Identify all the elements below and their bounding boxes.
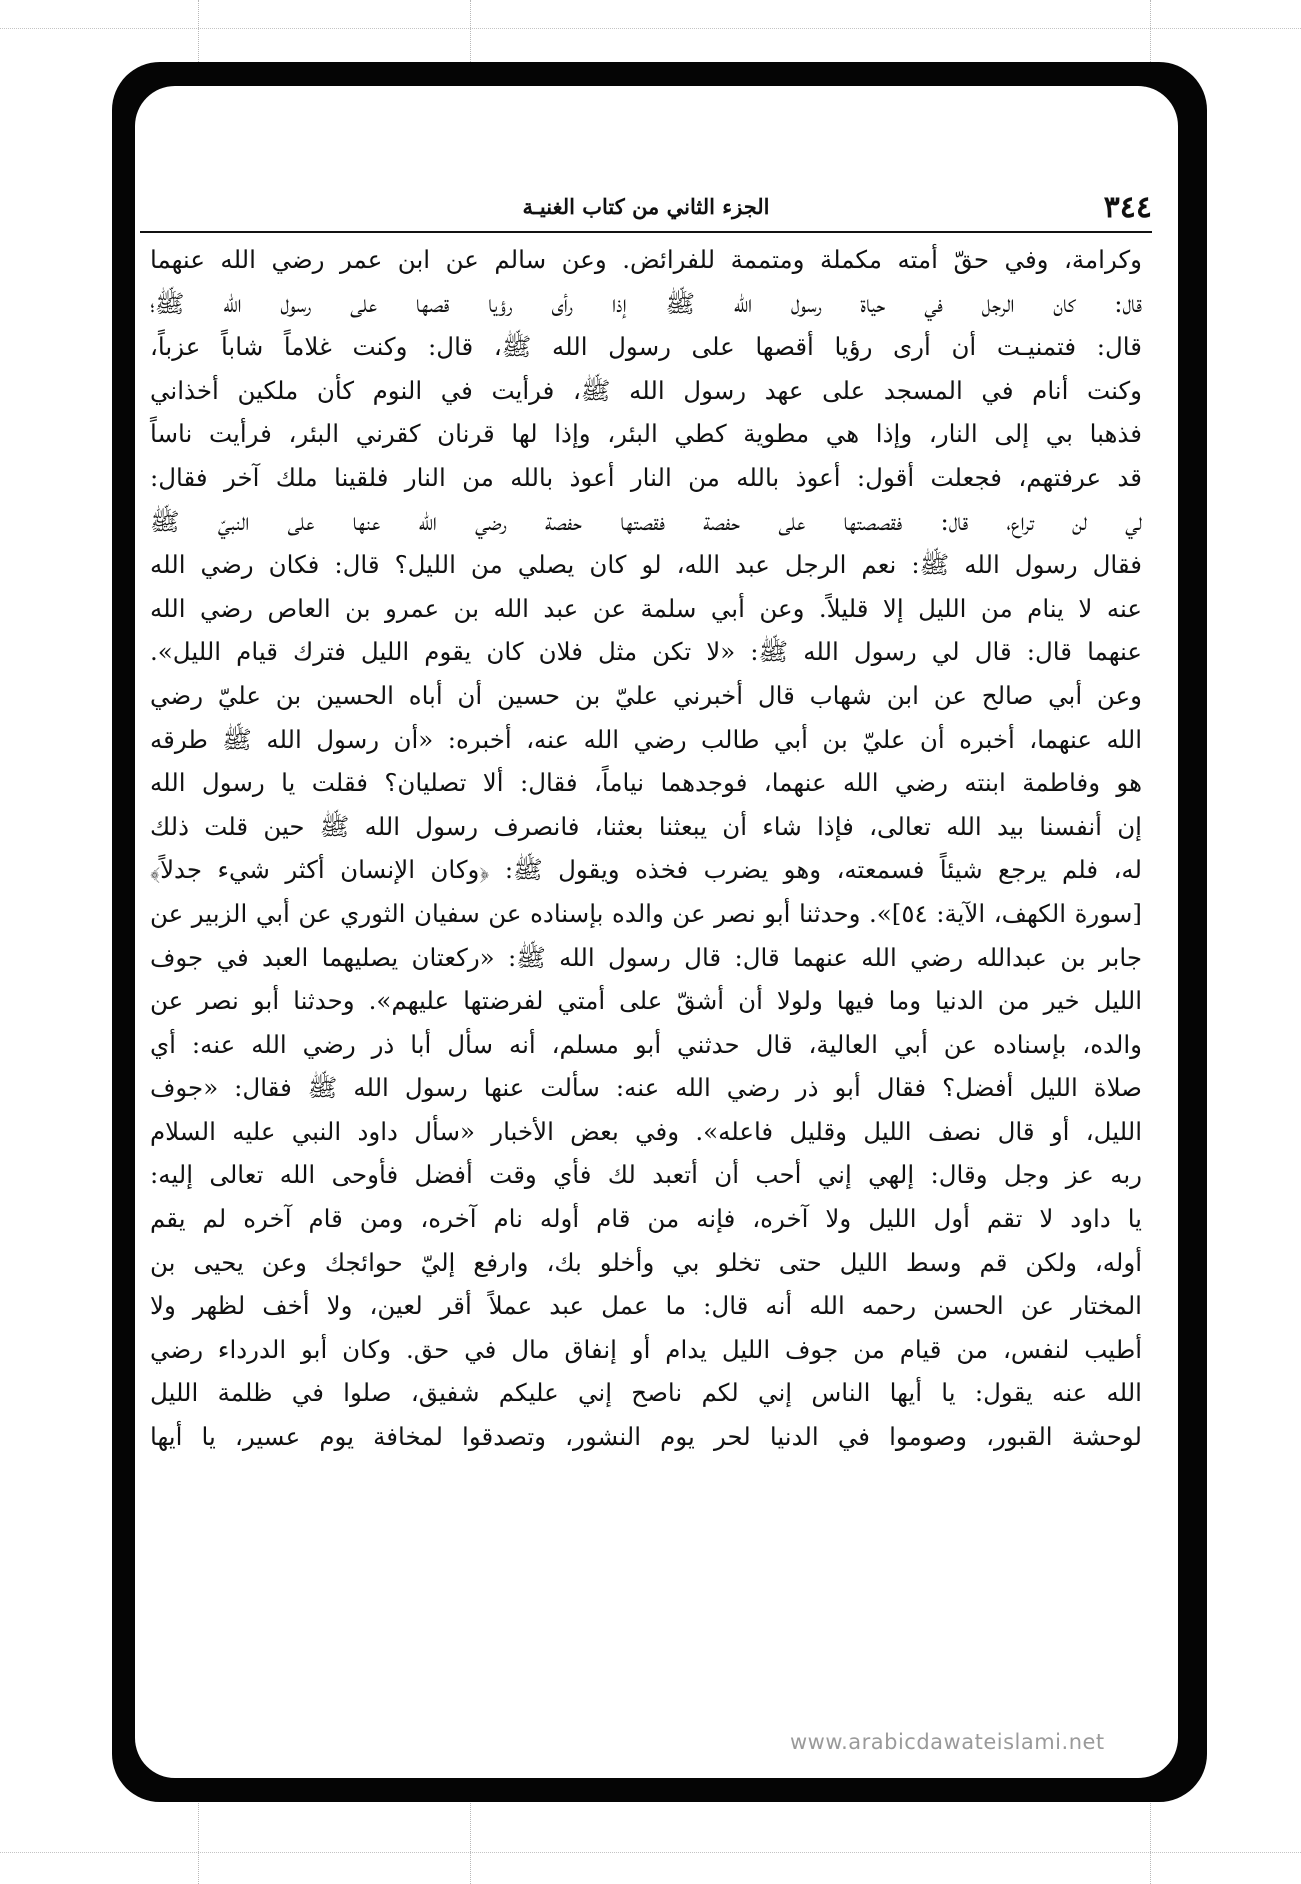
text-line: فقال رسول الله ﷺ: نعم الرجل عبد الله، لو كان يصلي من الليل؟ قال: فكان رضي الله [150, 550, 1142, 580]
page-number: ٣٤٤ [1103, 190, 1152, 225]
text-line: قال: كان الرجل في حياة رسول الله ﷺ إذا رأى رؤيا قصها على رسول الله ﷺ؛ [150, 288, 1142, 318]
text-line: أطيب لنفس، من قيام من جوف الليل يدام أو إنفاق مال في حق. وكان أبو الدرداء رضي [150, 1334, 1142, 1364]
text-line: لوحشة القبور، وصوموا في الدنيا لحر يوم النشور، وتصدقوا لمخافة يوم عسير، يا أيها [150, 1422, 1142, 1452]
text-line: له، فلم يرجع شيئاً فسمعته، وهو يضرب فخذه ويقول ﷺ: ﴿وكان الإنسان أكثر شيء جدلاً﴾ [150, 855, 1142, 885]
text-line: عنه لا ينام من الليل إلا قليلاً. وعن أبي سلمة عن عبد الله بن عمرو بن العاص رضي الله [150, 593, 1142, 623]
watermark: www.arabicdawateislami.net [790, 1730, 1105, 1754]
text-line: قال: فتمنيـت أن أرى رؤيا أقصها على رسول الله ﷺ، قال: وكنت غلاماً شاباً عزباً، [150, 332, 1142, 362]
text-line: وكرامة، وفي حقّ أمته مكملة ومتممة للفرائض. وعن سالم عن ابن عمر رضي الله عنهما [150, 245, 1142, 274]
text-line: عنهما قال: قال لي رسول الله ﷺ: «لا تكن مثل فلان كان يقوم الليل فترك قيام الليل». [150, 637, 1142, 667]
text-line: إن أنفسنا بيد الله تعالى، فإذا شاء أن يبعثنا بعثنا، فانصرف رسول الله ﷺ حين قلت ذلك [150, 811, 1142, 841]
text-line: يا داود لا تقم أول الليل ولا آخره، فإنه من قام أوله نام آخره، ومن قام آخره لم يقم [150, 1204, 1142, 1234]
text-line: [سورة الكهف، الآية: ٥٤]». وحدثنا أبو نصر عن والده بإسناده عن سفيان الثوري عن أبي الزبير عن [150, 898, 1142, 928]
text-line: الله عنهما، أخبره أن عليّ بن أبي طالب رضي الله عنه، أخبره: «أن رسول الله ﷺ طرقه [150, 724, 1142, 754]
scan-dot-line-top [0, 28, 1301, 29]
text-line: الليل، أو قال نصف الليل وقليل فاعله». وفي بعض الأخبار «سأل داود النبي عليه السلام [150, 1116, 1142, 1146]
text-line: لي لن تراع، قال: فقصصتها على حفصة فقصتها حفصة رضي الله عنها على النبيّ ﷺ [150, 506, 1142, 536]
text-line: ربه عز وجل وقال: إلهي إني أحب أن أتعبد لك فأي وقت أفضل فأوحى الله تعالى إليه: [150, 1160, 1142, 1190]
text-line: أوله، ولكن قم وسط الليل حتى تخلو بي وأخلو بك، وارفع إليّ حوائجك وعن يحيى بن [150, 1247, 1142, 1277]
header-rule [140, 231, 1152, 233]
text-line: والده، بإسناده عن أبي العالية، قال حدثني أبو مسلم، أنه سأل أبا ذر رضي الله عنه: أي [150, 1029, 1142, 1059]
text-line: الله عنه يقول: يا أيها الناس إني لكم ناصح إني عليكم شفيق، صلوا في ظلمة الليل [150, 1378, 1142, 1408]
text-line: الليل خير من الدنيا وما فيها ولولا أن أشقّ على أمتي لفرضتها عليهم». وحدثنا أبو نصر عن [150, 986, 1142, 1016]
text-line: صلاة الليل أفضل؟ فقال أبو ذر رضي الله عنه: سألت عنها رسول الله ﷺ فقال: «جوف [150, 1073, 1142, 1103]
text-line: وكنت أنام في المسجد على عهد رسول الله ﷺ، فرأيت في النوم كأن ملكين أخذاني [150, 375, 1142, 405]
text-line: وعن أبي صالح عن ابن شهاب قال أخبرني عليّ بن حسين أن أباه الحسين بن عليّ رضي [150, 680, 1142, 710]
running-title: الجزء الثاني من كتاب الغنيـة [522, 194, 770, 219]
page-header [140, 190, 1152, 228]
text-line: المختار عن الحسن رحمه الله أنه قال: ما عمل عبد عملاً أقر لعين، ولا أخف لظهر ولا [150, 1291, 1142, 1321]
text-line: هو وفاطمة ابنته رضي الله عنهما، فوجدهما نياماً، فقال: ألا تصليان؟ فقلت يا رسول الله [150, 768, 1142, 798]
text-line: جابر بن عبدالله رضي الله عنهما قال: قال رسول الله ﷺ: «ركعتان يصليهما العبد في جوف [150, 942, 1142, 972]
body-text [150, 238, 1142, 1459]
text-line: قد عرفتهم، فجعلت أقول: أعوذ بالله من النار أعوذ بالله من النار فلقينا ملك آخر فقال: [150, 462, 1142, 492]
text-line: فذهبا بي إلى النار، وإذا هي مطوية كطي البئر، وإذا لها قرنان كقرني البئر، فرأيت ناساً [150, 419, 1142, 449]
scan-dot-line-bottom [0, 1852, 1301, 1853]
